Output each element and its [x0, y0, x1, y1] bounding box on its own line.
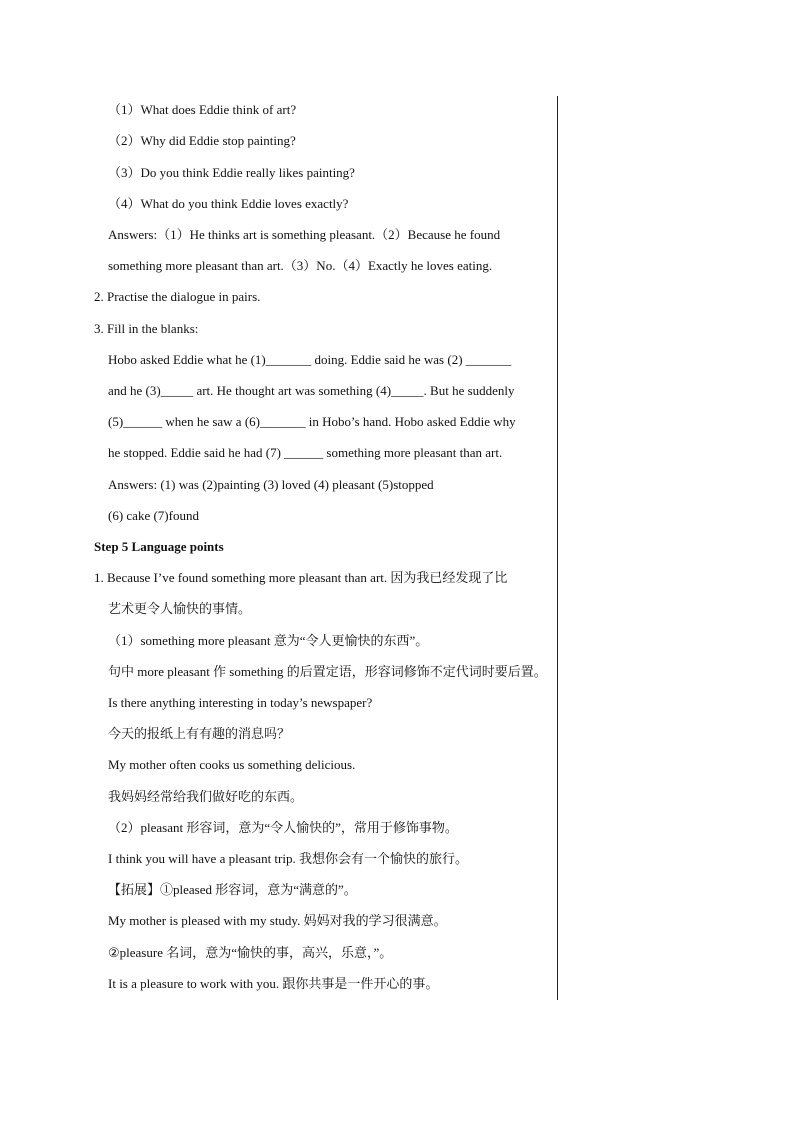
blank-line-4: he stopped. Eddie said he had (7) ______ something more pleasant than art.: [108, 445, 503, 460]
lp-line-13: ②pleasure 名词，意为“愉快的事，高兴，乐意，”。: [108, 945, 393, 960]
lp-line-5: Is there anything interesting in today’s newspaper?: [108, 695, 373, 710]
lp-line-2: 艺术更令人愉快的事情。: [108, 601, 252, 616]
answers-line-1: Answers:（1）He thinks art is something pleasant.（2）Because he found: [108, 227, 501, 242]
lp-line-9: （2）pleasant 形容词，意为“令人愉快的”，常用于修饰事物。: [108, 820, 458, 835]
question-2: （2）Why did Eddie stop painting?: [108, 133, 296, 148]
lp-line-4: 句中 more pleasant 作 something 的后置定语，形容词修饰不定代词时要后置。: [108, 664, 547, 679]
question-4: （4）What do you think Eddie loves exactly?: [108, 196, 349, 211]
lp-line-12: My mother is pleased with my study. 妈妈对我的学习很满意。: [108, 913, 447, 928]
lp-line-6: 今天的报纸上有有趣的消息吗？: [108, 726, 291, 741]
blank-answers-2: (6) cake (7)found: [108, 508, 199, 523]
lp-line-14: It is a pleasure to work with you. 跟你共事是一件开心的事。: [108, 976, 439, 991]
answers-line-2: something more pleasant than art.（3）No.（4）Exactly he loves eating.: [108, 258, 493, 273]
question-3: （3）Do you think Eddie really likes painting?: [108, 165, 355, 180]
blank-line-3: (5)______ when he saw a (6)_______ in Hobo’s hand. Hobo asked Eddie why: [108, 414, 516, 429]
blank-answers-1: Answers: (1) was (2)painting (3) loved (4) pleasant (5)stopped: [108, 477, 434, 492]
task-3: 3. Fill in the blanks:: [94, 321, 199, 336]
question-1: （1）What does Eddie think of art?: [108, 102, 297, 117]
lp-line-10: I think you will have a pleasant trip. 我想你会有一个愉快的旅行。: [108, 851, 468, 866]
blank-line-1: Hobo asked Eddie what he (1)_______ doing. Eddie said he was (2) _______: [108, 352, 512, 367]
blank-line-2: and he (3)_____ art. He thought art was something (4)_____. But he suddenly: [108, 383, 515, 398]
lp-line-7: My mother often cooks us something delicious.: [108, 757, 356, 772]
lp-line-1: 1. Because I’ve found something more pleasant than art. 因为我已经发现了比: [94, 570, 508, 585]
lp-line-8: 我妈妈经常给我们做好吃的东西。: [108, 789, 304, 804]
task-2: 2. Practise the dialogue in pairs.: [94, 289, 261, 304]
lp-line-3: （1）something more pleasant 意为“令人更愉快的东西”。: [108, 633, 429, 648]
lp-line-11: 【拓展】①pleased 形容词，意为“满意的”。: [108, 882, 357, 897]
table-right-border: [557, 96, 558, 1000]
step5-heading: Step 5 Language points: [94, 539, 224, 554]
